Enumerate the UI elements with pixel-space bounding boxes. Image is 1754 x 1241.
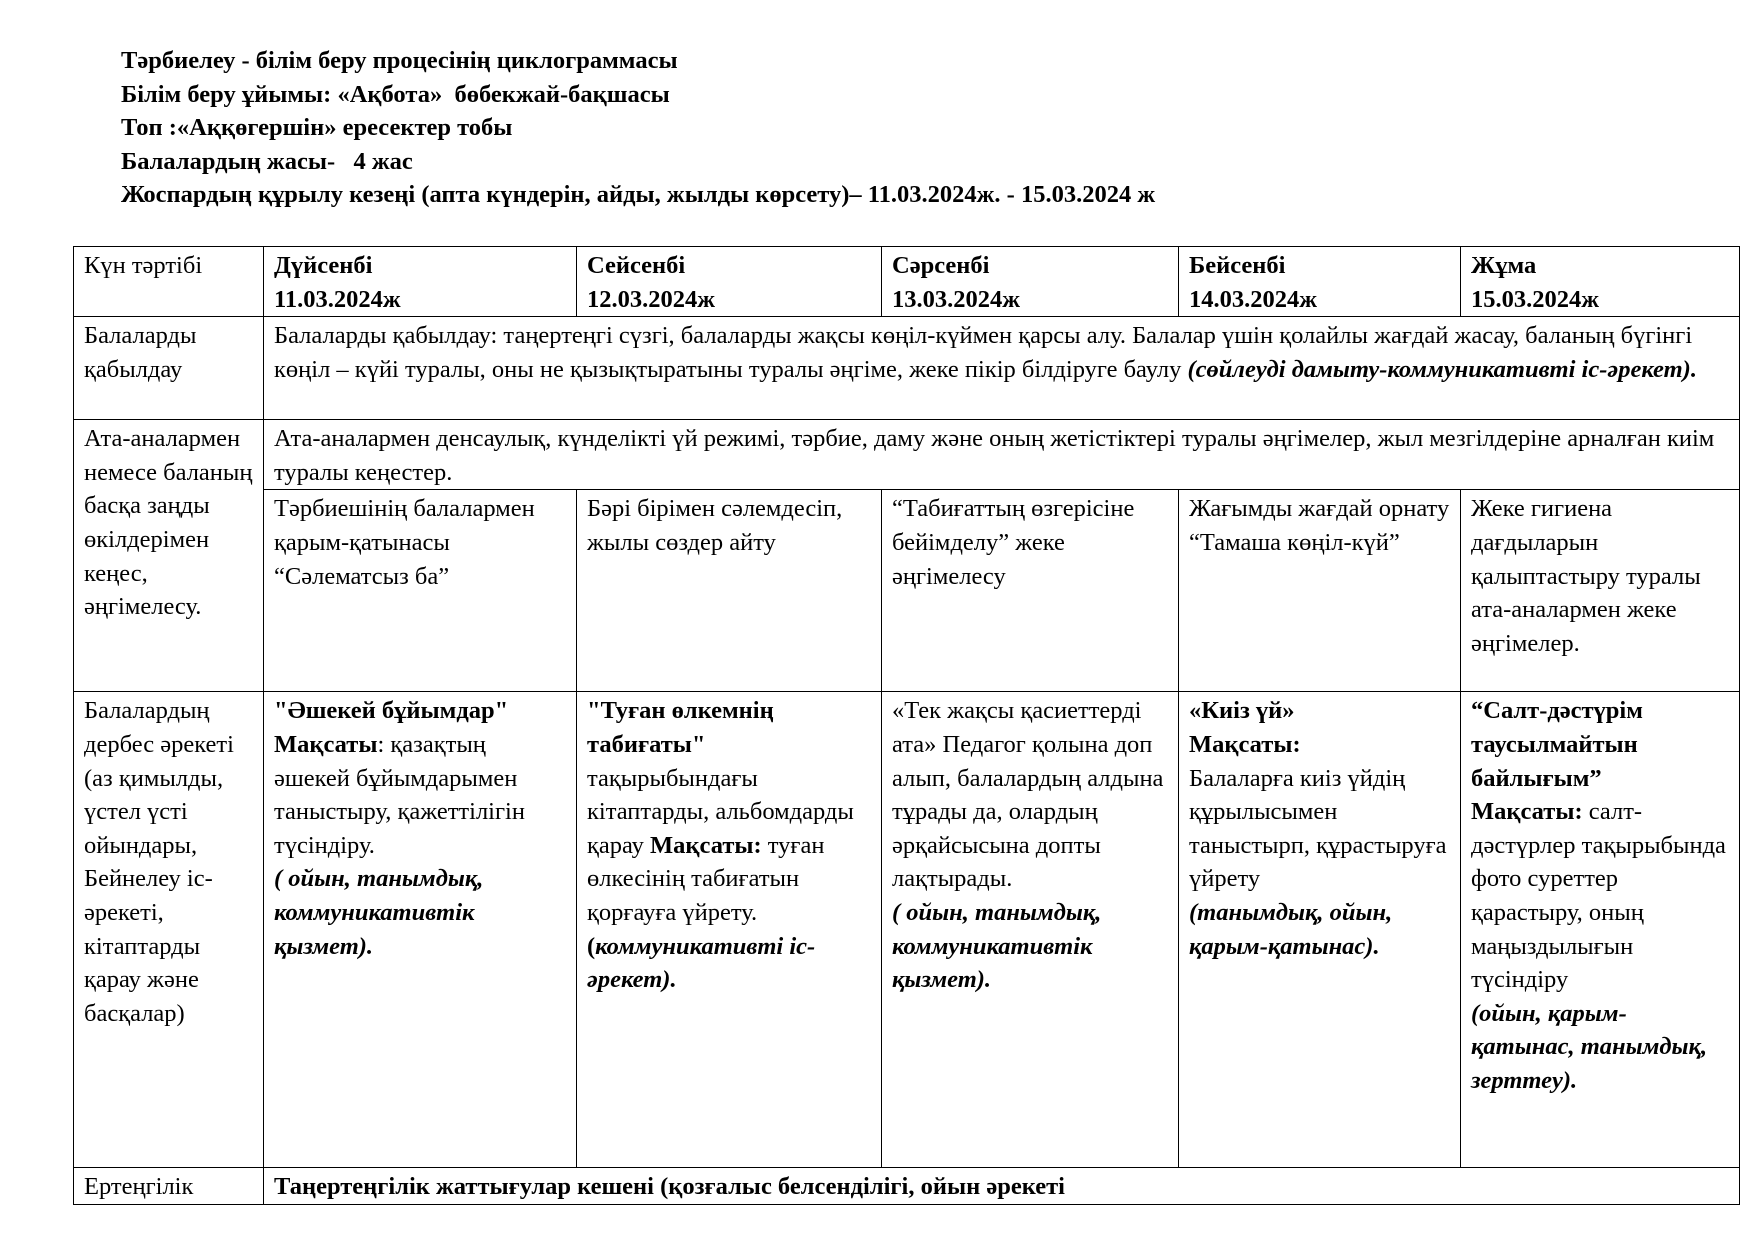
parents-common-text: Ата-аналармен денсаулық, күнделікті үй режимі, тәрбие, даму және оның жетістіктері туралы әңгімелер, жыл мезгілдеріне арналған киім туралы кеңестер. (264, 420, 1740, 490)
activity-text: «Тек жақсы қасиеттерді ата» Педагог қолына доп алып, балалардың алдына тұрады да, олардың әрқайсысына допты лақтырады. (892, 697, 1164, 893)
parents-cell-wednesday: “Табиғаттың өзгерісіне бейімделу” жеке әңгімелесу (882, 490, 1179, 692)
parents-cell-thursday: Жағымды жағдай орнату “Тамаша көңіл-күй” (1179, 490, 1461, 692)
reception-text-cell (264, 317, 1740, 420)
day-header-monday: Дүйсенбі 11.03.2024ж (264, 247, 577, 317)
goal-text: Балаларға киіз үйдің құрылысымен таныстырп, құрастыруға үйрету (1189, 764, 1447, 893)
corner-cell: Күн тәртібі (74, 247, 264, 317)
parents-cell-monday: Тәрбиешінің балалармен қарым-қатынасы “Сәлематсыз ба” (264, 490, 577, 692)
table-row-reception (74, 317, 1740, 420)
day-header-friday: Жұма 15.03.2024ж (1461, 247, 1740, 317)
table-row-days (74, 247, 1740, 317)
table-row-morning (74, 1168, 1740, 1205)
activity-title: «Киіз үй» (1189, 697, 1295, 725)
table-row-parents-days (74, 490, 1740, 692)
goal-text: туған өлкесінің табиғатын қорғауға үйрету. (587, 831, 825, 926)
activity-note: ( ойын, танымдық, коммуникативтік қызмет). (892, 898, 1102, 994)
parents-cell-tuesday: Бәрі бірімен сәлемдесіп, жылы сөздер айту (577, 490, 882, 692)
note-paren: ( (587, 932, 596, 960)
header-group: Топ :«Аққөгершін» ересектер тобы (121, 114, 513, 141)
activity-title: “Салт-дәстүрім таусылмайтын байлығым” (1471, 697, 1643, 792)
activity-cell-monday (264, 692, 577, 1168)
goal-text: салт-дәстүрлер тақырыбында фото суреттер қарастыру, оның маңыздылығын түсіндіру (1471, 798, 1726, 994)
row-label-parents: Ата-аналармен немесе баланың басқа заңды өкілдерімен кеңес, әңгімелесу. (74, 420, 264, 692)
morning-exercise-text: Таңертеңгілік жаттығулар кешені (қозғалыс белсенділігі, ойын әрекеті (264, 1168, 1740, 1205)
header-title: Тәрбиелеу - білім беру процесінің циклограммасы (121, 47, 678, 74)
header-organization: Білім беру ұйымы: «Ақбота» бөбекжай-бақшасы (121, 80, 670, 108)
activity-cell-thursday (1179, 692, 1461, 1168)
row-label-activity: Балалардың дербес әрекеті (аз қимылды, үстел үсті ойындары, Бейнелеу іс-әрекеті, кітаптарды қарау және басқалар) (74, 692, 264, 1168)
goal-label: Мақсаты: (1189, 730, 1301, 758)
goal-label: Мақсаты: (1471, 798, 1583, 826)
activity-note: коммуникативті іс-әрекет). (587, 932, 816, 994)
activity-note: ( ойын, танымдық, коммуникативтік қызмет). (274, 865, 484, 960)
activity-cell-tuesday (577, 692, 882, 1168)
table-row-parents-common (74, 420, 1740, 490)
row-label-morning: Ертеңгілік (74, 1168, 264, 1205)
activity-title: "Туған өлкемнің табиғаты" (587, 697, 774, 758)
document-header (121, 44, 1155, 212)
activity-cell-wednesday (882, 692, 1179, 1168)
header-age: Балалардың жасы- 4 жас (121, 147, 413, 175)
cyclogram-table (73, 246, 1740, 1205)
day-header-wednesday: Сәрсенбі 13.03.2024ж (882, 247, 1179, 317)
header-period: Жоспардың құрылу кезеңі (апта күндерін, айды, жылды көрсету)– 11.03.2024ж. - 15.03.2024 ж (121, 181, 1156, 208)
day-header-tuesday: Сейсенбі 12.03.2024ж (577, 247, 882, 317)
goal-text: : қазақтың әшекей бұйымдарымен таныстыру, қажеттілігін түсіндіру. (274, 730, 525, 859)
activity-title: "Әшекей бұйымдар" (274, 697, 509, 725)
activity-note: (танымдық, ойын, қарым-қатынас). (1189, 898, 1393, 960)
parents-cell-friday: Жеке гигиена дағдыларын қалыптастыру туралы ата-аналармен жеке әңгімелер. (1461, 490, 1740, 692)
day-header-thursday: Бейсенбі 14.03.2024ж (1179, 247, 1461, 317)
activity-cell-friday (1461, 692, 1740, 1168)
goal-label: Мақсаты (274, 730, 378, 758)
row-label-reception: Балаларды қабылдау (74, 317, 264, 420)
activity-text: тақырыбындағы кітаптарды, альбомдарды қарау (587, 764, 854, 859)
goal-label: Мақсаты: (650, 831, 762, 859)
reception-text: Балаларды қабылдау: таңертеңгі сүзгі, балаларды жақсы көңіл-күймен қарсы алу. Балалар үшін қолайлы жағдай жасау, баланың бүгінгі көңіл – күйі туралы, оны не қызықтыратыны туралы әңгіме, жеке пікір білдіруге баулу (274, 322, 1693, 383)
activity-note: (ойын, қарым-қатынас, танымдық, зерттеу). (1471, 999, 1708, 1094)
reception-note: (сөйлеуді дамыту-коммуникативті іс-әрекет). (1187, 355, 1697, 383)
table-row-activity (74, 692, 1740, 1168)
